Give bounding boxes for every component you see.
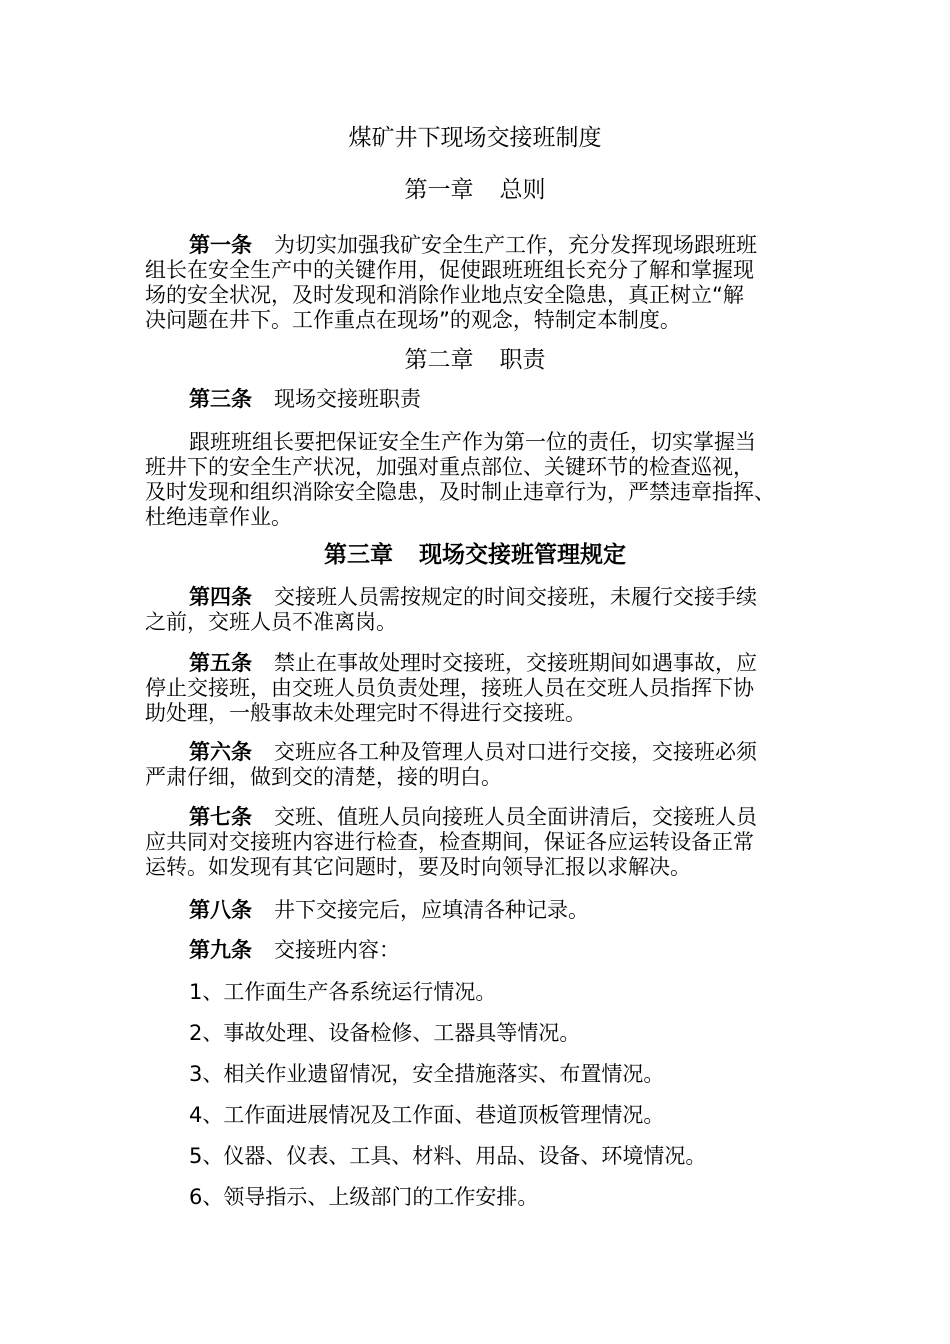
article-5-label: 第五条: [189, 651, 252, 675]
article-8-label: 第八条: [189, 898, 252, 922]
article-9-text: 交接班内容：: [274, 938, 400, 962]
article-4-line-1: 交接班人员需按规定的时间交接班，未履行交接手续: [274, 585, 757, 609]
chapter-1-name: 总则: [499, 177, 546, 203]
list-item-1: 1、工作面生产各系统运行情况。: [189, 980, 497, 1004]
article-5-line-2: 停止交接班，由交班人员负责处理，接班人员在交班人员指挥下协: [145, 676, 754, 700]
article-4-label: 第四条: [189, 585, 252, 609]
article-3-label: 第三条: [189, 387, 252, 411]
article-7-label: 第七条: [189, 805, 252, 829]
list-item-2: 2、事故处理、设备检修、工器具等情况。: [189, 1021, 581, 1045]
article-7-line-2: 应共同对交接班内容进行检查，检查期间，保证各应运转设备正常: [145, 830, 754, 854]
article-7-line-3: 运转。如发现有其它问题时，要及时向领导汇报以求解决。: [145, 855, 691, 879]
chapter-1-heading: [0, 176, 950, 204]
article-8: [145, 898, 815, 923]
list-item-5: 5、仪器、仪表、工具、材料、用品、设备、环境情况。: [189, 1144, 707, 1168]
article-7: [145, 805, 815, 880]
article-4-line-2: 之前，交班人员不准离岗。: [145, 610, 397, 634]
chapter-3-name: 现场交接班管理规定: [419, 542, 626, 568]
chapter-1-number: 第一章: [404, 177, 474, 203]
article-7-line-1: 交班、值班人员向接班人员全面讲清后，交接班人员: [274, 805, 757, 829]
article-9-label: 第九条: [189, 938, 252, 962]
chapter-2-heading: [0, 346, 950, 374]
article-5: [145, 651, 815, 726]
article-6: [145, 740, 815, 790]
duty-line-4: 杜绝违章作业。: [145, 505, 292, 529]
article-1-line-4: 决问题在井下。工作重点在现场”的观念，特制定本制度。: [145, 308, 681, 332]
article-6-label: 第六条: [189, 740, 252, 764]
article-1-line-3: 场的安全状况，及时发现和消除作业地点安全隐患，真正树立“解: [145, 283, 744, 307]
article-1-label: 第一条: [189, 233, 252, 257]
chapter-2-number: 第二章: [404, 347, 474, 373]
chapter-2-name: 职责: [499, 347, 546, 373]
duty-line-3: 及时发现和组织消除安全隐患，及时制止违章行为，严禁违章指挥、: [145, 480, 775, 504]
article-5-line-1: 禁止在事故处理时交接班，交接班期间如遇事故，应: [274, 651, 757, 675]
article-3-text: 现场交接班职责: [274, 387, 421, 411]
duty-line-1: 跟班班组长要把保证安全生产作为第一位的责任，切实掌握当: [189, 430, 756, 454]
list-item-4: 4、工作面进展情况及工作面、巷道顶板管理情况。: [189, 1103, 665, 1127]
article-8-text: 井下交接完后，应填清各种记录。: [274, 898, 589, 922]
article-6-line-2: 严肃仔细，做到交的清楚，接的明白。: [145, 765, 502, 789]
duty-line-2: 班井下的安全生产状况，加强对重点部位、关键环节的检查巡视，: [145, 455, 754, 479]
chapter-3-number: 第三章: [324, 542, 393, 568]
article-1-line-2: 组长在安全生产中的关键作用，促使跟班班组长充分了解和掌握现: [145, 258, 754, 282]
article-9: [145, 938, 815, 963]
article-1: [145, 233, 815, 333]
duty-paragraph: [145, 430, 815, 530]
article-6-line-1: 交班应各工种及管理人员对口进行交接，交接班必须: [274, 740, 757, 764]
article-4: [145, 585, 815, 635]
article-3: [145, 387, 815, 412]
article-5-line-3: 助处理，一般事故未处理完时不得进行交接班。: [145, 701, 586, 725]
list-item-6: 6、领导指示、上级部门的工作安排。: [189, 1185, 539, 1209]
document-title: 煤矿井下现场交接班制度: [348, 125, 602, 151]
chapter-3-heading: [0, 541, 950, 569]
article-1-line-1: 为切实加强我矿安全生产工作，充分发挥现场跟班班: [274, 233, 757, 257]
list-item-3: 3、相关作业遗留情况，安全措施落实、布置情况。: [189, 1062, 665, 1086]
